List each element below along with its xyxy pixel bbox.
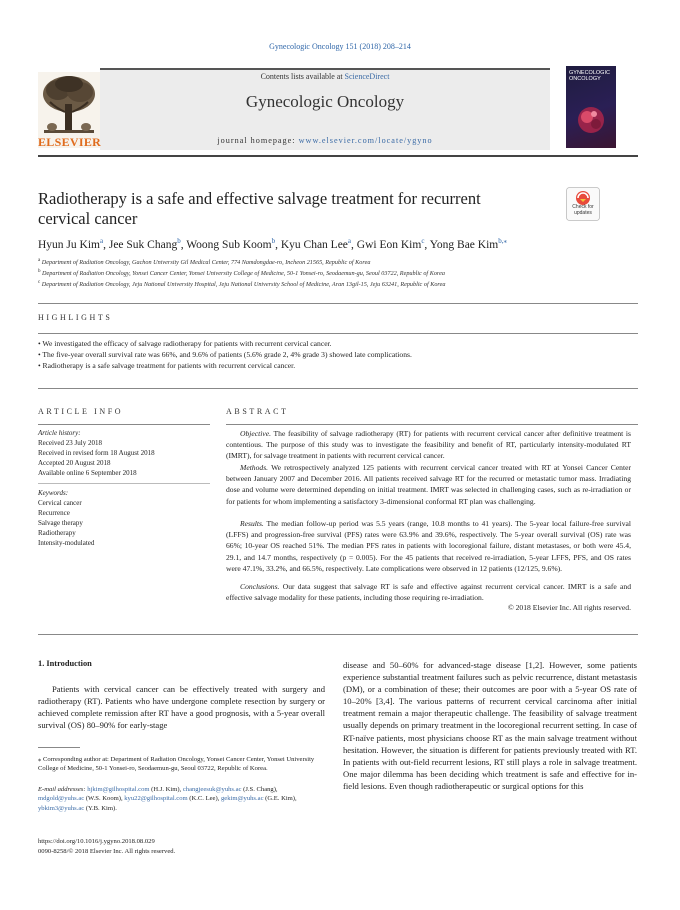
cover-title: GYNECOLOGIC ONCOLOGY (569, 70, 610, 82)
author[interactable] (357, 239, 430, 251)
check-updates-line-2: updates (574, 209, 592, 216)
check-updates-line-1: Check for (572, 204, 594, 210)
email-label: E-mail addresses: (38, 786, 88, 793)
homepage-link[interactable]: www.elsevier.com/locate/ygyno (298, 136, 433, 145)
contents-line (100, 72, 550, 81)
highlight-item: • We investigated the efficacy of salvage radiotherapy for patients with recurrent cervical cancer. (38, 339, 332, 348)
issn-copyright: 0090-8258/© 2018 Elsevier Inc. All rights reserved. (38, 848, 176, 855)
footnote-divider (38, 747, 80, 748)
email-link[interactable]: gekim@yuhs.ac (220, 795, 264, 803)
section-heading-introduction: 1. Introduction (38, 659, 92, 668)
article-title-line-1: Radiotherapy is a safe and effective salvage treatment for recurrent (38, 189, 481, 208)
article-title-line-2: cervical cancer (38, 209, 138, 228)
affiliation (38, 280, 638, 288)
author[interactable] (109, 239, 186, 251)
abstract-objective-label: Objective. (240, 429, 271, 438)
highlight-item: • The five-year overall survival rate was 66%, and 9.6% of patients (5.6% grade 2, 4% grade 3) showed late complications. (38, 350, 412, 359)
abstract-conclusions-label: Conclusions. (240, 582, 280, 591)
abstract-methods-text: We retrospectively analyzed 125 patients with recurrent cervical cancer treated with RT at Yonsei Cancer Center between January 2007 and December 2016. All patients received salvage RT for the recurred or metastatic tumor mass. Irradiating dose and volume were determined depending on initial treatment. IMRT was selected in challenging cases, such as re-irradiation or for patients for whom implementing a satisfactory 3-dimensional conformal RT plan was challenging. (226, 463, 631, 506)
check-for-updates-label (566, 205, 600, 216)
article-history-label: Article history: (38, 429, 81, 437)
author-affiliation-mark[interactable]: c (421, 237, 425, 245)
keyword: Cervical cancer (38, 499, 82, 507)
doi-link[interactable]: https://doi.org/10.1016/j.ygyno.2018.08.029 (38, 838, 155, 845)
author[interactable] (430, 239, 507, 251)
author-separator: , (180, 238, 187, 251)
affiliation (38, 258, 638, 266)
abstract-heading: ABSTRACT (226, 407, 289, 416)
abstract-results-label: Results. (240, 519, 264, 528)
divider (38, 388, 638, 389)
author-name: Jee Suk Chang (108, 238, 178, 251)
author-name: Yong Bae Kim (429, 238, 499, 251)
contents-prefix: Contents lists available at (260, 72, 345, 81)
author-list (38, 237, 638, 251)
abstract-conclusions (226, 581, 631, 603)
homepage-prefix: journal homepage: (217, 136, 299, 145)
author-separator: , (103, 238, 109, 251)
divider (38, 333, 638, 334)
history-entry: Available online 6 September 2018 (38, 469, 137, 477)
email-owner: (W.S. Koom), (84, 795, 125, 803)
affiliation-text: Department of Radiation Oncology, Jeju National University Hospital, Jeju National University School of Medicine, Aran 13gil-15, Jeju 63241, Republic of Korea (41, 281, 446, 289)
highlight-item: • Radiotherapy is a safe salvage treatment for patients with recurrent cervical cancer. (38, 361, 296, 370)
keyword: Recurrence (38, 509, 70, 517)
author[interactable] (38, 239, 109, 251)
journal-title: Gynecologic Oncology (245, 92, 405, 111)
email-owner: (J.S. Chang), (241, 786, 278, 793)
author-separator: , (275, 238, 281, 251)
author-name: Kyu Chan Lee (280, 238, 348, 251)
keyword: Radiotherapy (38, 529, 76, 537)
email-owner: (Y.B. Kim). (84, 804, 117, 812)
article-info-heading: ARTICLE INFO (38, 407, 124, 416)
email-owner: (K.C. Lee), (187, 795, 221, 803)
journal-homepage (100, 136, 550, 145)
divider (38, 634, 638, 635)
abstract-objective-text: The feasibility of salvage radiotherapy (RT) for patients with recurrent cervical cancer after definitive treatment is contentious. The purpose of this study was to investigate the feasibility and benefit of RT, particularly intensity-modulated RT (IMRT), for salvage treatment in patients with recurrent cervical cancer. (226, 429, 631, 461)
affiliation-mark: c (38, 280, 41, 285)
highlights-heading: HIGHLIGHTS (38, 313, 113, 322)
email-link[interactable]: changjeesuk@yuhs.ac (182, 786, 242, 793)
history-entry: Received in revised form 18 August 2018 (38, 449, 155, 457)
author-affiliation-mark[interactable]: a (347, 237, 352, 245)
header-divider (38, 155, 638, 157)
author-name: Woong Sub Koom (186, 238, 272, 251)
email-link[interactable]: ybkim3@yuhs.ac (38, 804, 85, 812)
keywords (38, 488, 213, 548)
corresponding-author-note: ⁎ Corresponding author at: Department of Radiation Oncology, Yonsei Cancer Center, Yonsei University College of Medicine, 50-1 Yonsei-ro, Seodaemun-gu, Seoul 03722, Republic of Korea. (38, 756, 315, 773)
keyword: Intensity-modulated (38, 539, 95, 547)
keyword: Salvage therapy (38, 519, 83, 527)
affiliation-text: Department of Radiation Oncology, Yonsei Cancer Center, Yonsei University College of Medicine, 50-1 Yonsei-ro, Seodaemun-gu, Seoul 03722, Republic of Korea (42, 270, 445, 278)
abstract-methods-label: Methods. (240, 463, 269, 472)
author-affiliation-mark[interactable]: b (271, 237, 276, 245)
author-separator: , (351, 238, 357, 251)
author-affiliation-mark[interactable]: b,⁎ (498, 237, 507, 245)
author-name: Gwi Eon Kim (356, 238, 422, 251)
divider (226, 424, 638, 425)
author[interactable] (186, 239, 281, 251)
journal-reference[interactable]: Gynecologic Oncology 151 (2018) 208–214 (269, 42, 411, 51)
abstract-results (226, 518, 631, 574)
affiliation-text: Department of Radiation Oncology, Gachon University Gil Medical Center, 774 Namdongdae-ro, Incheon 21565, Republic of Korea (41, 259, 371, 267)
cover-art-icon (574, 100, 608, 140)
affiliation (38, 269, 638, 277)
affiliation-mark: b (38, 269, 41, 274)
elsevier-wordmark[interactable]: ELSEVIER (38, 135, 102, 149)
body-paragraph-left: Patients with cervical cancer can be effectively treated with surgery and radiotherapy (RT). Patients who have undergone complete resection by surgery or achieved complete remission after RT have a good prognosis, with a 5-year overall survival (OS) 80–90% for early-stage (38, 684, 325, 731)
keywords-label: Keywords: (38, 489, 69, 497)
abstract-methods (226, 462, 631, 507)
author-name: Hyun Ju Kim (38, 238, 100, 251)
article-title (38, 189, 538, 229)
email-owner: (H.J. Kim), (149, 786, 183, 793)
author-separator: , (424, 238, 430, 251)
divider (38, 424, 210, 425)
email-addresses (38, 785, 325, 813)
abstract-results-text: The median follow-up period was 5.5 years (range, 10.8 months to 41 years). The 5-year local failure-free survival (LFFS) and progression-free survival (PFS) rates were 63.9% and 39.6%, respectively. The 5-year overall survival (OS) rate was 66%; 10-year OS reached 51%. The median PFS rates in patients with locoregional failure, distant metastases, or both were 45.4, 29.1, and 14.7 months, respectively (p = 0.005). For the 45 patients that received re-irradiation, 5-year LFFS, PFS, and OS rates were 47.1%, 33.2%, and 66.5%, respectively. Late complications were observed in 12 patients (12/125, 9.6%). (226, 519, 631, 573)
abstract-copyright: © 2018 Elsevier Inc. All rights reserved. (507, 603, 631, 612)
email-link[interactable]: mdgold@yuhs.ac (38, 795, 85, 803)
author-affiliation-mark[interactable]: b (177, 237, 181, 245)
sciencedirect-link[interactable]: ScienceDirect (344, 72, 390, 81)
email-link[interactable]: kyu22@gilhospital.com (124, 795, 188, 803)
masthead-rule (100, 68, 550, 70)
affiliation-mark: a (38, 258, 41, 263)
history-entry: Received 23 July 2018 (38, 439, 102, 447)
body-paragraph-right: disease and 50–60% for advanced-stage disease [1,2]. However, some patients experience substantial treatment failures such as pelvic recurrence, distant metastasis (DM), or a combination of these; their outcomes are poor with a 5-year OS rate of 10–20% [3,4]. The various patterns of recurrent cervical carcinoma after initial treatment remain a major therapeutic challenge. The feasibility of salvage treatment usually depends on primary treatment in the locoregional recurrent setting. In case of RT-naïve patients, most physicians choose RT as the main salvage treatment without hesitation. However, the situation is different for patients previously treated with RT. In patients with out-field recurrent lesions, RT still plays a role in salvage treatment. One major dilemma has been deciding which treatment is safe and effective for in-field lesions. Even though radiotherapeutic or surgical options for this (343, 660, 637, 791)
email-owner: (G.E. Kim), (263, 795, 297, 803)
email-link[interactable]: hjkim@gilhospital.com (87, 786, 150, 793)
history-entry: Accepted 20 August 2018 (38, 459, 111, 467)
abstract-conclusions-text: Our data suggest that salvage RT is safe and effective against recurrent cervical cancer. IMRT is a safe and effective salvage modality for these patients, including those requiring re-irradiation. (226, 582, 631, 603)
divider (38, 483, 210, 484)
author-affiliation-mark[interactable]: a (99, 237, 104, 245)
divider (38, 303, 638, 304)
author[interactable] (281, 239, 357, 251)
article-history (38, 428, 213, 478)
abstract-objective (226, 428, 631, 462)
